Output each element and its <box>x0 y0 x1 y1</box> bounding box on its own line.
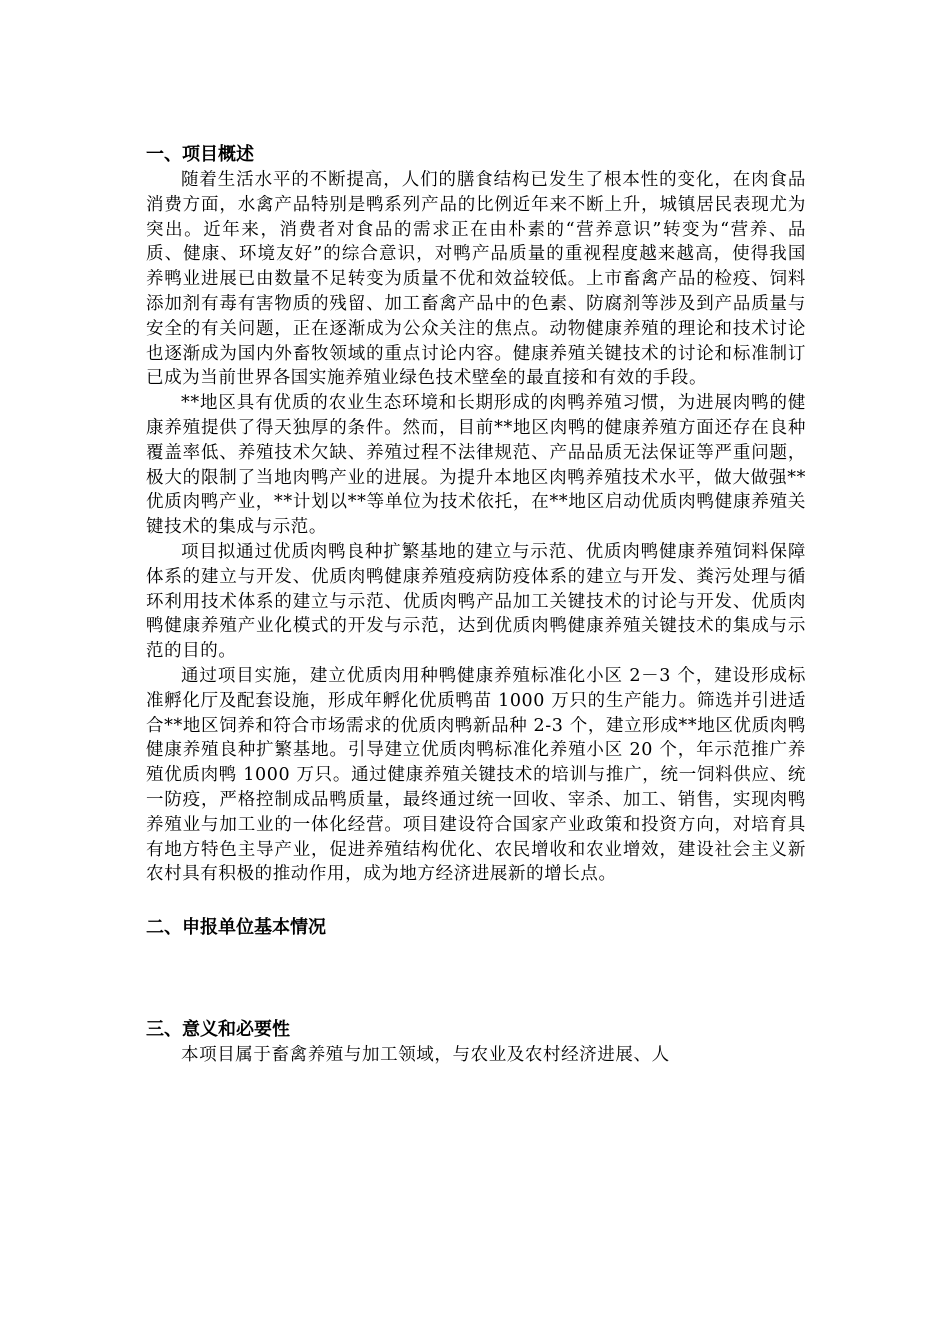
section-heading-overview: 一、项目概述 <box>146 144 254 165</box>
section-heading-applicant: 二、申报单位基本情况 <box>146 917 326 939</box>
spacer <box>146 887 806 915</box>
paragraph-expected-results: 通过项目实施，建立优质肉用种鸭健康养殖标准化小区 2－3 个，建设形成标准孵化厅及配套设施，形成年孵化优质鸭苗 1000 万只的生产能力。筛选并引进适合**地区饲养和符合市场需求的优质肉鸭新品种 2-3 个，建立形成**地区优质肉鸭健康养殖良种扩繁基地。引导建立优质肉鸭标准化养殖小区 20 个，年示范推广养殖优质肉鸭 1000 万只。通过健康养殖关键技术的培训与推广，统一饲料供应、统一防疫，严格控制成品鸭质量，最终通过统一回收、宰杀、加工、销售，实现肉鸭养殖业与加工业的一体化经营。项目建设符合国家产业政策和投资方向，对培育具有地方特色主导产业，促进养殖结构优化、农民增收和农业增效，建设社会主义新农村具有积极的推动作用，成为地方经济进展新的增长点。 <box>146 665 806 885</box>
paragraph-significance: 本项目属于畜禽养殖与加工领域，与农业及农村经济进展、人 <box>181 1045 670 1066</box>
document-body <box>146 142 806 1068</box>
spacer <box>146 941 806 1017</box>
paragraph-project-plan: 项目拟通过优质肉鸭良种扩繁基地的建立与示范、优质肉鸭健康养殖饲料保障体系的建立与开发、优质肉鸭健康养殖疫病防疫体系的建立与开发、粪污处理与循环利用技术体系的建立与示范、优质肉鸭产品加工关键技术的讨论与开发、优质肉鸭健康养殖产业化模式的开发与示范，达到优质肉鸭健康养殖关键技术的集成与示范的目的。 <box>146 541 806 662</box>
paragraph-background: 随着生活水平的不断提高，人们的膳食结构已发生了根本性的变化，在肉食品消费方面，水禽产品特别是鸭系列产品的比例近年来不断上升，城镇居民表现尤为突出。近年来，消费者对食品的需求正在由朴素的“营养意识”转变为“营养、品质、健康、环境友好”的综合意识，对鸭产品质量的重视程度越来越高，使得我国养鸭业进展已由数量不足转变为质量不优和效益较低。上市畜禽产品的检疫、饲料添加剂有毒有害物质的残留、加工畜禽产品中的色素、防腐剂等涉及到产品质量与安全的有关问题，正在逐渐成为公众关注的焦点。动物健康养殖的理论和技术讨论也逐渐成为国内外畜牧领域的重点讨论内容。健康养殖关键技术的讨论和标准制订已成为当前世界各国实施养殖业绿色技术壁垒的最直接和有效的手段。 <box>146 170 806 389</box>
section-heading-significance: 三、意义和必要性 <box>146 1019 290 1041</box>
paragraph-regional-conditions: **地区具有优质的农业生态环境和长期形成的肉鸭养殖习惯，为进展肉鸭的健康养殖提供了得天独厚的条件。然而，目前**地区肉鸭的健康养殖方面还存在良种覆盖率低、养殖技术欠缺、养殖过程不法律规范、产品品质无法保证等严重问题，极大的限制了当地肉鸭产业的进展。为提升本地区肉鸭养殖技术水平，做大做强**优质肉鸭产业，**计划以**等单位为技术依托，在**地区启动优质肉鸭健康养殖关键技术的集成与示范。 <box>146 393 806 538</box>
